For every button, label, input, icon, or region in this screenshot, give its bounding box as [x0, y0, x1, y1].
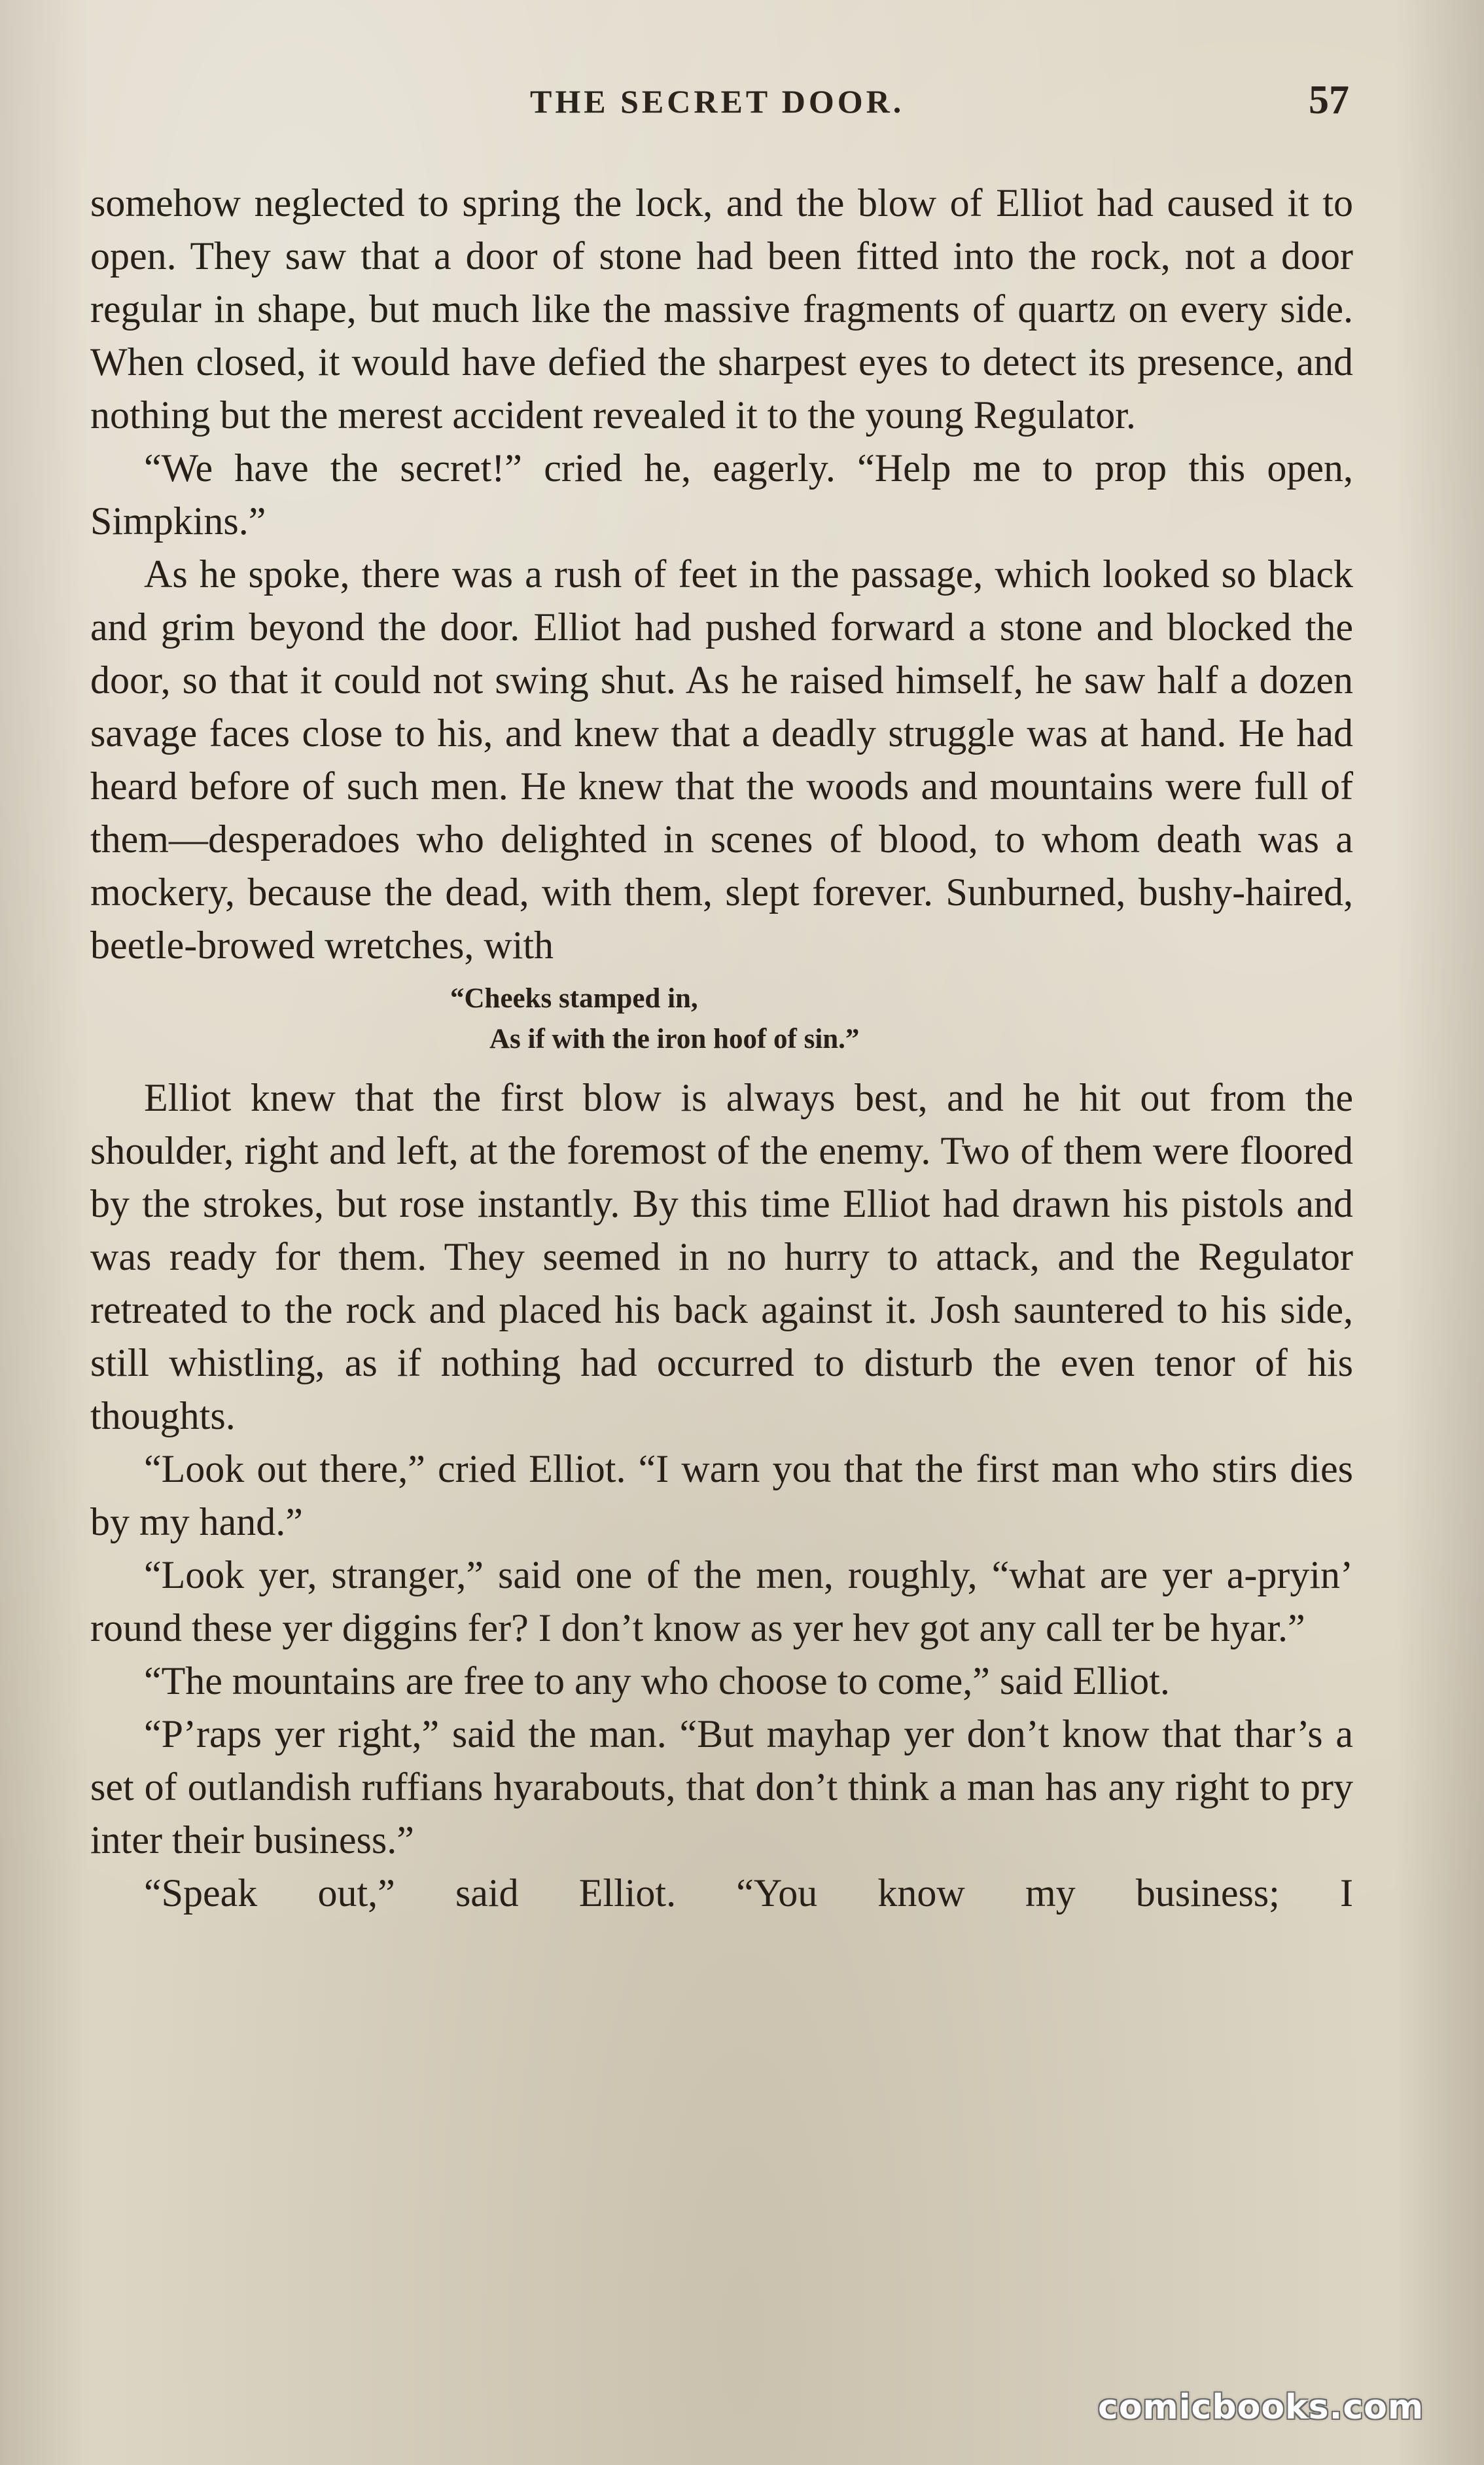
paragraph-continued: somehow neglected to spring the lock, and the blow of Elliot had caused it to open. They saw that a door of stone had been fitted into the rock, not a door regular in shape, but much like the massive fragments of quartz on every side. When closed, it would have defied the sharpest eyes to detect its presence, and nothing but the merest accident revealed it to the young Regulator.: [90, 181, 1353, 437]
running-head: THE SECRET DOOR.: [530, 83, 905, 120]
watermark: comicbooks.com: [1098, 2388, 1424, 2427]
verse-line: “Cheeks stamped in,: [450, 983, 698, 1014]
paragraph: “We have the secret!” cried he, eagerly. “Help me to prop this open, Simpkins.”: [90, 446, 1353, 543]
paragraph: “P’raps yer right,” said the man. “But mayhap yer don’t know that thar’s a set of outlandish ruffians hyarabouts, that don’t think a man has any right to pry inter their business.”: [90, 1712, 1353, 1862]
verse-line: As if with the iron hoof of sin.”: [489, 1024, 860, 1054]
verse-quote: [90, 979, 1353, 1060]
paragraph: Elliot knew that the first blow is always best, and he hit out from the shoulder, right and left, at the foremost of the enemy. Two of them were floored by the strokes, but rose instantly. By this time Elliot had drawn his pistols and was ready for them. They seemed in no hurry to attack, and the Regulator retreated to the rock and placed his back against it. Josh sauntered to his side, still whistling, as if nothing had occurred to disturb the even tenor of his thoughts.: [90, 1076, 1353, 1437]
paragraph: “Look yer, stranger,” said one of the men, roughly, “what are yer a-pryin’ round these yer diggins fer? I don’t know as yer hev got any call ter be hyar.”: [90, 1553, 1353, 1649]
paragraph-last-line: “Speak out,” said Elliot. “You know my business; I: [144, 1871, 1353, 1915]
page-header: [0, 77, 1484, 130]
paragraph: As he spoke, there was a rush of feet in the passage, which looked so black and grim beyond the door. Elliot had pushed forward a stone and blocked the door, so that it could not swing shut. As he raised himself, he saw half a dozen savage faces close to his, and knew that a deadly struggle was at hand. He had heard before of such men. He knew that the woods and mountains were full of them—desperadoes who delighted in scenes of blood, to whom death was a mockery, because the dead, with them, slept forever. Sunburned, bushy-haired, beetle-browed wretches, with: [90, 552, 1353, 967]
body-text: [90, 177, 1353, 1920]
paragraph: “Look out there,” cried Elliot. “I warn you that the first man who stirs dies by my hand.”: [90, 1447, 1353, 1543]
paragraph: “The mountains are free to any who choose to come,” said Elliot.: [144, 1659, 1170, 1702]
page-number: 57: [1309, 78, 1349, 122]
